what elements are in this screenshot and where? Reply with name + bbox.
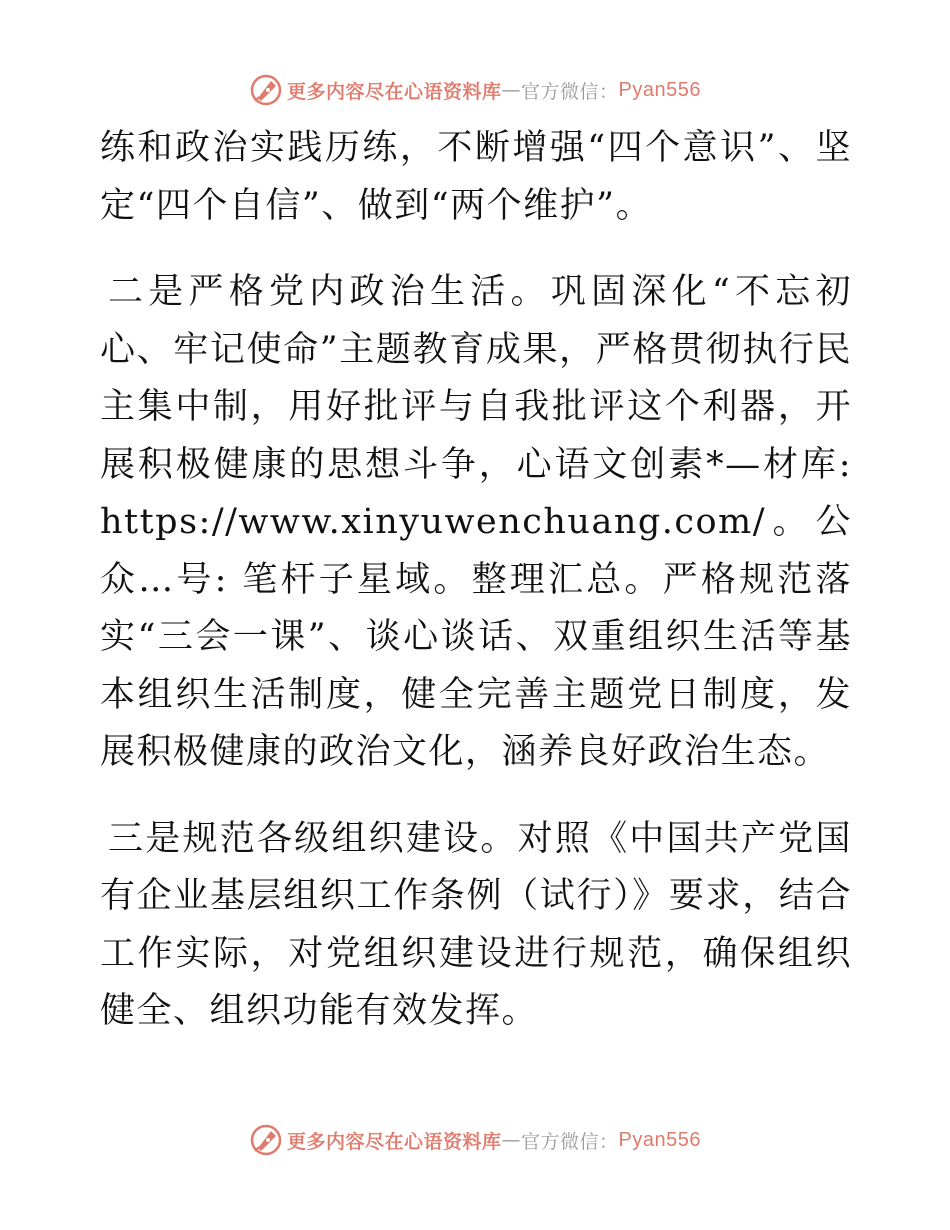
paragraph-2: 二是严格党内政治生活。巩固深化“不忘初心、牢记使命”主题教育成果，严格贯彻执行民主集中制，用好批评与自我批评这个利器，开展积极健康的思想斗争，心语文创素*—材库: https://www.xinyuwenchuang.com/。公众…号: 笔杆子星域。整理汇总。严格规范落实“三会一课”、谈心谈话、双重组织生活等基本组织生活制度，健全完善主题党日制度，发展积极健康的政治文化，涵养良好政治生态。 xyxy=(100,272,852,772)
footer-brand-text: 更多内容尽在心语资料库 xyxy=(287,1130,502,1153)
header-banner xyxy=(0,70,950,110)
document-body xyxy=(100,120,852,1041)
paragraph-1: 练和政治实践历练，不断增强“四个意识”、坚定“四个自信”、做到“两个维护”。 xyxy=(100,128,852,226)
pen-nib-logo-icon xyxy=(249,1123,283,1157)
footer-wechat-id: Pyan556 xyxy=(618,1128,701,1151)
header-wechat-id: Pyan556 xyxy=(618,78,701,101)
footer-separator: — xyxy=(501,1129,522,1151)
paragraph-3: 三是规范各级组织建设。对照《中国共产党国有企业基层组织工作条例（试行）》要求，结合工作实际，对党组织建设进行规范，确保组织健全、组织功能有效发挥。 xyxy=(100,818,852,1031)
header-brand-text: 更多内容尽在心语资料库 xyxy=(287,80,502,103)
paragraph-gap xyxy=(100,235,852,264)
footer-wechat-label: 官方微信： xyxy=(521,1130,619,1153)
paragraph-gap xyxy=(100,782,852,811)
footer-banner xyxy=(0,1120,950,1160)
pen-nib-logo-icon xyxy=(249,73,283,107)
header-separator: — xyxy=(501,79,522,101)
header-wechat-label: 官方微信： xyxy=(521,80,619,103)
